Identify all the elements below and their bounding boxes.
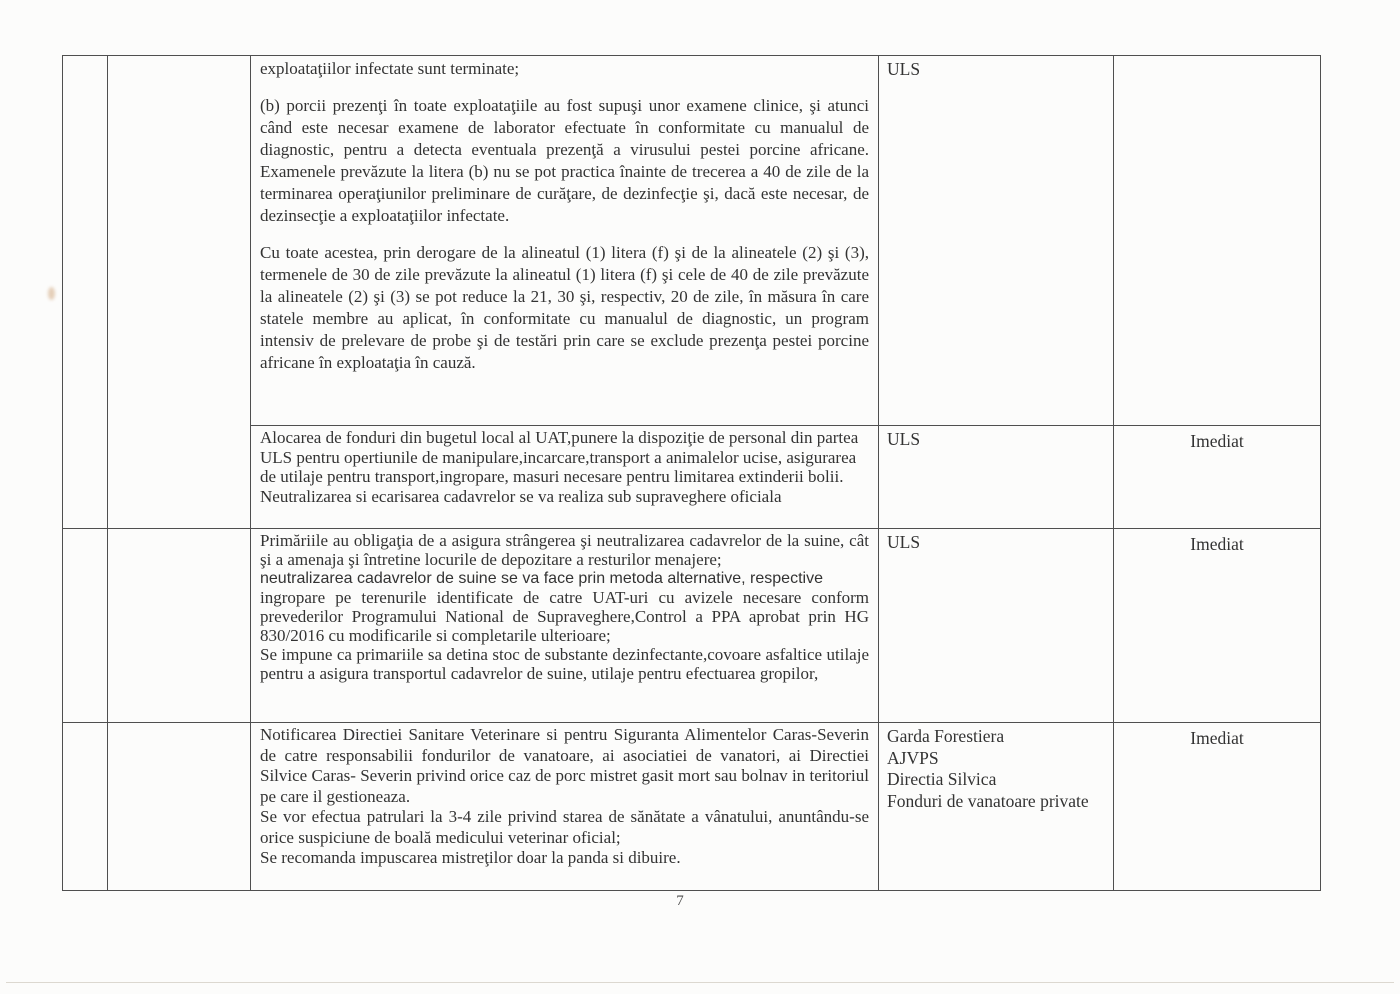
measures-table	[62, 55, 1321, 891]
measure-paragraph: ingropare pe terenurile identificate de catre UAT-uri cu avizele necesare conform prevederilor Programului National de Supraveghere,Control a PPA aprobat prin HG 830/2016 cu modificarile si completarile ulterioare;	[260, 588, 869, 645]
measure-paragraph: neutralizarea cadavrelor de suine se va face prin metoda alternative, respective	[260, 570, 823, 587]
responsible-entity: ULS	[887, 429, 921, 449]
measure-cell	[251, 529, 879, 723]
label-cell-empty	[108, 529, 251, 723]
measure-paragraph: Cu toate acestea, prin derogare de la alineatul (1) litera (f) şi de la alineatele (2) şi (3), termenele de 30 de zile prevăzute la alineatul (1) litera (f) şi cele de 40 de zile prevăzute la alineatele (2) şi (3) se pot reduce la 21, 30 şi, respectiv, 20 de zile, în măsura în care statele membre au aplicat, în conformitate cu manualul de diagnostic, un program intensiv de prelevare de probe şi de testări prin care se exclude prezenţa pestei porcine africane în exploataţia în cauză.	[260, 243, 869, 372]
measure-paragraph: Se recomanda impuscarea mistreţilor doar la panda si dibuire.	[260, 848, 681, 867]
scan-smudge-artifact	[48, 287, 55, 300]
responsible-entity: AJVPS	[887, 747, 939, 768]
label-cell-empty	[108, 56, 251, 529]
deadline-cell	[1114, 426, 1321, 529]
measure-paragraph: Notificarea Directiei Sanitare Veterinare si pentru Siguranta Alimentelor Caras-Severin de catre responsabilii fondurilor de vanatoare, ai asociatiei de vanatori, ai Directiei Silvice Caras- Severin privind orice caz de porc mistret gasit mort sau bolnav in teritoriul pe care il gestioneaza.	[260, 725, 869, 806]
page-number: 7	[676, 893, 684, 909]
measure-cell	[251, 56, 879, 426]
responsible-cell	[879, 723, 1114, 891]
measure-paragraph: Neutralizarea si ecarisarea cadavrelor se va realiza sub supraveghere oficiala	[260, 486, 782, 506]
index-cell-empty	[63, 56, 108, 529]
measure-paragraph: Se vor efectua patrulari la 3-4 zile privind starea de sănătate a vânatului, anuntându-se orice suspiciune de boală medicului veterinar oficial;	[260, 807, 869, 847]
label-cell-empty	[108, 723, 251, 891]
table-row	[63, 56, 1321, 426]
responsible-entity: Fonduri de vanatoare private	[887, 790, 1089, 811]
table-row	[63, 426, 1321, 529]
responsible-cell	[879, 529, 1114, 723]
responsible-entity: Directia Silvica	[887, 769, 997, 789]
deadline-value: Imediat	[1190, 728, 1244, 748]
measure-paragraph: (b) porcii prezenţi în toate exploataţiile au fost supuşi unor examene clinice, şi atunci când este necesar examene de laborator efectuate în conformitate cu manualul de diagnostic, pentru a detecta eventuala prezenţă a virusului pestei porcine africane. Examenele prevăzute la litera (b) nu se pot practica înainte de trecerea a 40 de zile de la terminarea operaţiunilor preliminare de curăţare, de dezinfecţie şi, dacă este necesar, de dezinsecţie a exploataţiilor infectate.	[260, 96, 869, 225]
deadline-cell	[1114, 56, 1321, 426]
measure-cell	[251, 426, 879, 529]
table-row	[63, 723, 1321, 891]
responsible-cell	[879, 56, 1114, 426]
measure-paragraph: Primăriile au obligaţia de a asigura strângerea şi neutralizarea cadavrelor de la suine, cât şi a amenaja şi întretine locurile de depozitare a resturilor menajere;	[260, 531, 869, 569]
deadline-value	[1114, 56, 1320, 424]
responsible-entity: Garda Forestiera	[887, 726, 1005, 746]
measure-cell	[251, 723, 879, 891]
measure-paragraph: Alocarea de fonduri din bugetul local al UAT,punere la dispoziţie de personal din partea ULS pentru opertiunile de manipulare,incarcare,transport a animalelor ucise, asigurarea de utilaje pentru transport,ingropare, masuri necesare pentru limitarea extinderii bolii.	[260, 428, 859, 486]
deadline-cell	[1114, 723, 1321, 891]
index-cell-empty	[63, 529, 108, 723]
responsible-entity: ULS	[887, 532, 921, 552]
deadline-cell	[1114, 529, 1321, 723]
measure-paragraph: Se impune ca primariile sa detina stoc de substante dezinfectante,covoare asfaltice utilaje pentru a asigura transportul cadavrelor de suine, utilaje pentru efectuarea gropilor,	[260, 645, 869, 683]
deadline-value: Imediat	[1190, 431, 1244, 451]
table-row	[63, 529, 1321, 723]
index-cell-empty	[63, 723, 108, 891]
deadline-value: Imediat	[1190, 534, 1244, 554]
responsible-entity: ULS	[887, 59, 921, 79]
scan-edge-line	[6, 982, 1394, 983]
responsible-cell	[879, 426, 1114, 529]
measure-paragraph: exploataţiilor infectate sunt terminate;	[260, 59, 520, 78]
